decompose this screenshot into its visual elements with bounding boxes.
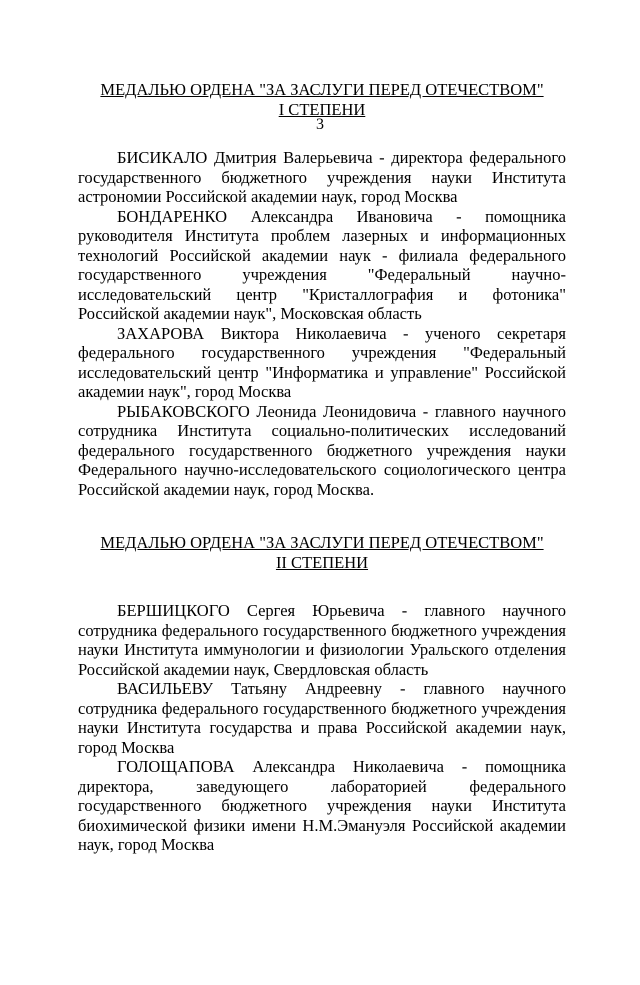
- section-2-entries: [78, 601, 566, 855]
- section-heading-1-line2: I СТЕПЕНИ: [278, 100, 366, 119]
- award-entry: ГОЛОЩАПОВА Александра Николаевича - помощника директора, заведующего лабораторией федерального государственного бюджетного учреждения науки Института биохимической физики имени Н.М.Эмануэля Российской академии наук, город Москва: [78, 757, 566, 854]
- section-heading-1: [78, 80, 566, 120]
- section-heading-2: [78, 533, 566, 573]
- section-heading-2-line1: МЕДАЛЬЮ ОРДЕНА "ЗА ЗАСЛУГИ ПЕРЕД ОТЕЧЕСТВОМ": [100, 533, 544, 552]
- section-heading-2-line2: II СТЕПЕНИ: [275, 553, 369, 572]
- award-entry: БОНДАРЕНКО Александра Ивановича - помощника руководителя Института проблем лазерных и информационных технологий Российской академии наук - филиала федерального государственного учреждения "Федеральный научно-исследовательский центр "Кристаллография и фотоника" Российской академии наук", Московская область: [78, 206, 566, 323]
- award-entry: БИСИКАЛО Дмитрия Валерьевича - директора федерального государственного бюджетного учреждения науки Института астрономии Российской академии наук, город Москва: [78, 148, 566, 206]
- document-page: [0, 80, 640, 985]
- section-1-entries: [78, 148, 566, 499]
- award-entry: ВАСИЛЬЕВУ Татьяну Андреевну - главного научного сотрудника федерального государственного бюджетного учреждения науки Института государства и права Российской академии наук, город Москва: [78, 679, 566, 757]
- page-number: 3: [316, 116, 324, 133]
- award-entry: БЕРШИЦКОГО Сергея Юрьевича - главного научного сотрудника федерального государственного бюджетного учреждения науки Института иммунологии и физиологии Уральского отделения Российской академии наук, Свердловская область: [78, 601, 566, 679]
- section-heading-1-line1: МЕДАЛЬЮ ОРДЕНА "ЗА ЗАСЛУГИ ПЕРЕД ОТЕЧЕСТВОМ": [100, 80, 544, 99]
- award-entry: РЫБАКОВСКОГО Леонида Леонидовича - главного научного сотрудника Института социально-политических исследований федерального государственного бюджетного учреждения науки Федерального научно-исследовательского социологического центра Российской академии наук, город Москва.: [78, 401, 566, 499]
- award-entry: ЗАХАРОВА Виктора Николаевича - ученого секретаря федерального государственного учреждения "Федеральный исследовательский центр "Информатика и управление" Российской академии наук", город Москва: [78, 323, 566, 401]
